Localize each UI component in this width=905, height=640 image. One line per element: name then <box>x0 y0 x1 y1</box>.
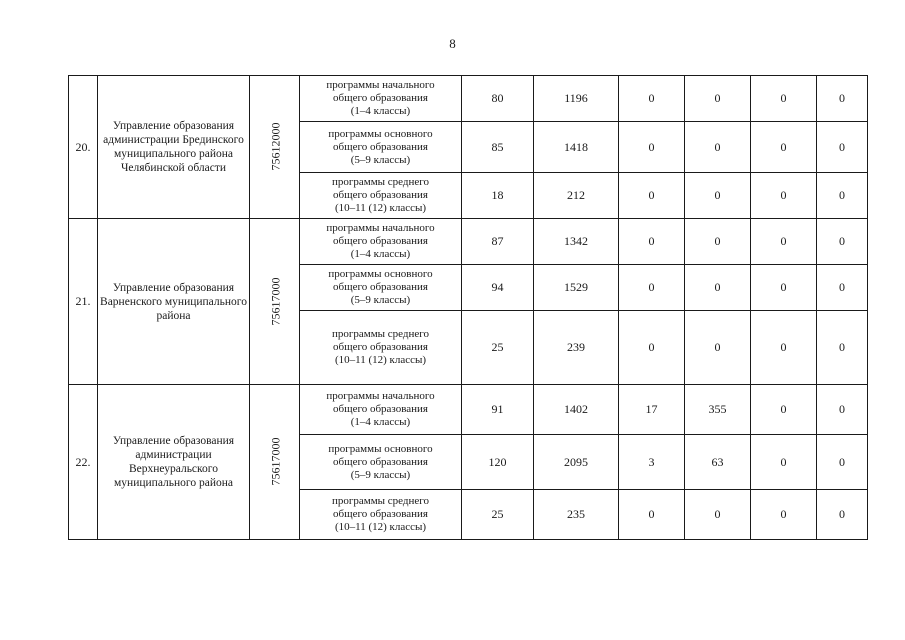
program-cell <box>300 265 462 311</box>
program-line: программы среднего <box>331 495 430 507</box>
value-cell: 3 <box>619 435 685 490</box>
value-cell: 18 <box>462 173 534 219</box>
row-number: 20. <box>69 76 98 219</box>
value-cell: 2095 <box>534 435 619 490</box>
value-cell: 0 <box>817 76 868 122</box>
value-cell: 1418 <box>534 122 619 173</box>
table-row <box>69 385 868 435</box>
value-cell: 94 <box>462 265 534 311</box>
value-cell: 0 <box>751 219 817 265</box>
value-cell: 0 <box>751 76 817 122</box>
program-line: (10–11 (12) классы) <box>334 202 427 214</box>
program-cell <box>300 173 462 219</box>
program-line: программы основного <box>328 442 433 455</box>
program-cell <box>300 385 462 435</box>
program-line: общего образования <box>333 235 428 247</box>
value-cell: 0 <box>751 173 817 219</box>
value-cell: 0 <box>685 311 751 385</box>
value-cell: 1342 <box>534 219 619 265</box>
value-cell: 63 <box>685 435 751 490</box>
value-cell: 0 <box>685 173 751 219</box>
organization-name: Управление образования администрации Верхнеуральского муниципального района <box>98 385 250 540</box>
program-line: (5–9 классы) <box>350 468 411 481</box>
value-cell: 0 <box>619 173 685 219</box>
value-cell: 0 <box>619 490 685 540</box>
program-line: программы начального <box>326 79 435 91</box>
program-line: общего образования <box>333 140 428 153</box>
program-cell <box>300 76 462 122</box>
enrollment-table <box>68 75 868 540</box>
organization-name: Управление образования Варненского муниципального района <box>98 219 250 385</box>
program-line: общего образования <box>333 403 428 415</box>
okato-code: 75617000 <box>268 277 283 325</box>
value-cell: 120 <box>462 435 534 490</box>
program-line: общего образования <box>333 92 428 104</box>
value-cell: 0 <box>751 122 817 173</box>
value-cell: 25 <box>462 311 534 385</box>
row-number: 21. <box>69 219 98 385</box>
program-line: (5–9 классы) <box>350 294 411 306</box>
value-cell: 0 <box>817 385 868 435</box>
program-line: (1–4 классы) <box>350 416 411 428</box>
value-cell: 0 <box>751 435 817 490</box>
value-cell: 0 <box>685 490 751 540</box>
value-cell: 0 <box>685 265 751 311</box>
program-cell <box>300 122 462 173</box>
value-cell: 0 <box>817 219 868 265</box>
value-cell: 0 <box>751 311 817 385</box>
value-cell: 0 <box>817 490 868 540</box>
value-cell: 0 <box>685 76 751 122</box>
value-cell: 0 <box>619 219 685 265</box>
page-number: 8 <box>449 36 456 51</box>
program-line: общего образования <box>333 189 428 201</box>
program-line: программы среднего <box>331 328 430 340</box>
value-cell: 1529 <box>534 265 619 311</box>
row-number: 22. <box>69 385 98 540</box>
value-cell: 91 <box>462 385 534 435</box>
program-line: (1–4 классы) <box>350 105 411 117</box>
value-cell: 0 <box>817 173 868 219</box>
okato-code-cell <box>250 76 300 219</box>
value-cell: 0 <box>685 219 751 265</box>
program-cell <box>300 490 462 540</box>
value-cell: 17 <box>619 385 685 435</box>
value-cell: 0 <box>817 122 868 173</box>
program-line: (5–9 классы) <box>350 153 411 166</box>
program-line: общего образования <box>333 281 428 293</box>
okato-code: 75617000 <box>268 437 283 486</box>
value-cell: 0 <box>619 76 685 122</box>
value-cell: 1196 <box>534 76 619 122</box>
program-line: программы основного <box>328 127 433 140</box>
value-cell: 235 <box>534 490 619 540</box>
program-line: программы среднего <box>331 176 430 188</box>
program-line: общего образования <box>333 508 428 520</box>
program-cell <box>300 219 462 265</box>
value-cell: 0 <box>817 311 868 385</box>
okato-code: 75612000 <box>268 122 283 171</box>
program-line: общего образования <box>333 341 428 353</box>
value-cell: 0 <box>817 265 868 311</box>
table-body <box>69 76 868 540</box>
value-cell: 1402 <box>534 385 619 435</box>
value-cell: 87 <box>462 219 534 265</box>
program-line: (10–11 (12) классы) <box>334 521 427 533</box>
program-cell <box>300 311 462 385</box>
program-cell <box>300 435 462 490</box>
program-line: (1–4 классы) <box>350 248 411 260</box>
value-cell: 0 <box>619 265 685 311</box>
program-line: программы основного <box>328 268 433 280</box>
value-cell: 80 <box>462 76 534 122</box>
okato-code-cell <box>250 219 300 385</box>
value-cell: 0 <box>619 122 685 173</box>
program-line: программы начального <box>326 222 435 234</box>
value-cell: 0 <box>751 385 817 435</box>
value-cell: 355 <box>685 385 751 435</box>
value-cell: 85 <box>462 122 534 173</box>
program-line: общего образования <box>333 455 428 468</box>
table-row <box>69 219 868 265</box>
value-cell: 239 <box>534 311 619 385</box>
program-line: программы начального <box>326 390 435 402</box>
value-cell: 0 <box>751 490 817 540</box>
organization-name: Управление образования администрации Брединского муниципального района Челябинской области <box>98 76 250 219</box>
value-cell: 0 <box>817 435 868 490</box>
program-line: (10–11 (12) классы) <box>334 354 427 366</box>
value-cell: 0 <box>751 265 817 311</box>
okato-code-cell <box>250 385 300 540</box>
value-cell: 25 <box>462 490 534 540</box>
value-cell: 212 <box>534 173 619 219</box>
value-cell: 0 <box>685 122 751 173</box>
table-row <box>69 76 868 122</box>
value-cell: 0 <box>619 311 685 385</box>
